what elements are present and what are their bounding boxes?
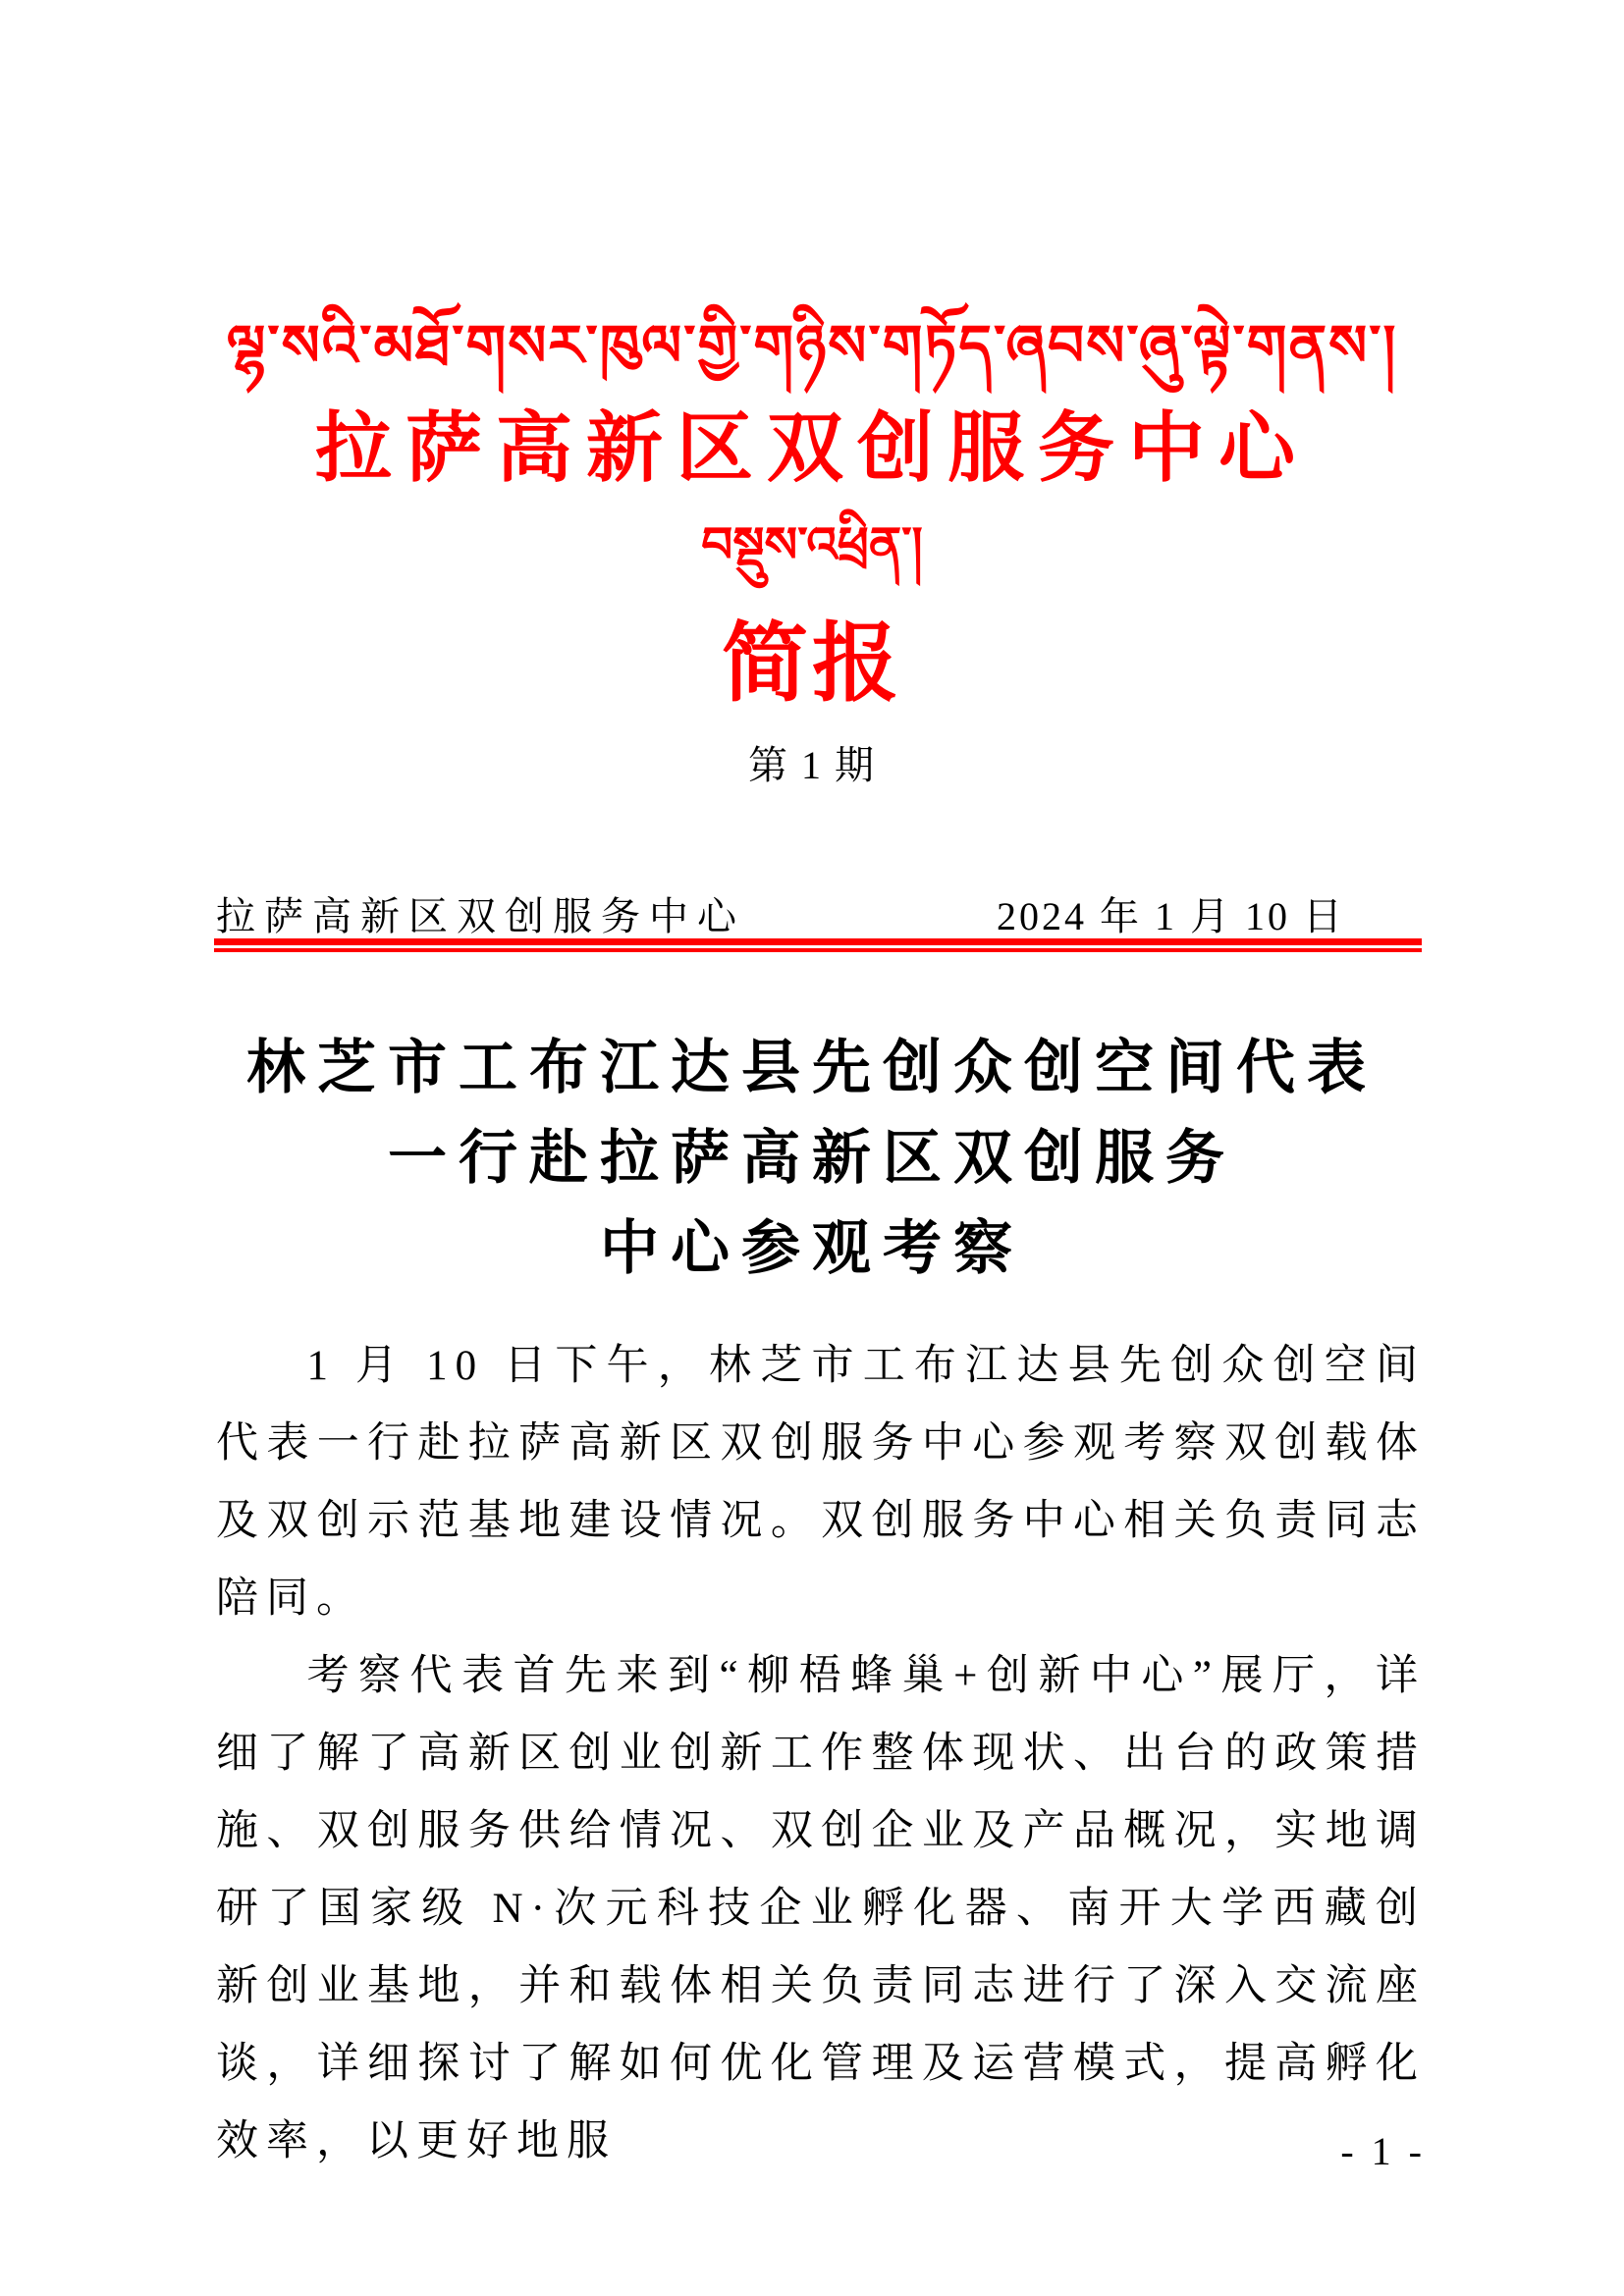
page-number: - 1 - [1340, 2129, 1426, 2173]
article-title-line-3: 中心参观考察 [600, 1216, 1024, 1281]
masthead-org-name: 拉萨高新区双创服务中心 [314, 405, 1309, 491]
issuer-name: 拉萨高新区双创服务中心 [216, 894, 745, 938]
masthead-issue-number: 第 1 期 [748, 743, 876, 787]
red-double-rule [214, 938, 1422, 952]
masthead-bulletin-title: 简报 [721, 617, 902, 713]
article-title-line-1: 林芝市工布江达县先创众创空间代表 [246, 1036, 1378, 1100]
issuer-row [216, 885, 1426, 941]
article-body [216, 1327, 1426, 2180]
article-title-line-2: 一行赴拉萨高新区双创服务 [388, 1126, 1236, 1191]
masthead-tibetan-line-1: ལྷ་སའི་མཐོ་གསར་ཁུལ་གྱི་གཉིས་གཏོད་ཞབས་ཞུ་ལྟེ་གནས་། [226, 314, 1398, 378]
body-paragraph-2: 考察代表首先来到“柳梧蜂巢+创新中心”展厅，详细了解了高新区创业创新工作整体现状、出台的政策措施、双创服务供给情况、双创企业及产品概况，实地调研了国家级 N·次元科技企业孵化器、南开大学西藏创新创业基地，并和载体相关负责同志进行了深入交流座谈，详细探讨了解如何优化管理及运营模式，提高孵化效率，以更好地服 [216, 1653, 1426, 2164]
masthead-tibetan-line-2: བསྡུས་འཕྲིན་། [701, 517, 923, 572]
body-paragraph-1: 1 月 10 日下午，林芝市工布江达县先创众创空间代表一行赴拉萨高新区双创服务中心参观考察双创载体及双创示范基地建设情况。双创服务中心相关负责同志陪同。 [216, 1343, 1426, 1622]
article-title [0, 1023, 1624, 1294]
issue-date: 2024 年 1 月 10 日 [997, 894, 1345, 938]
